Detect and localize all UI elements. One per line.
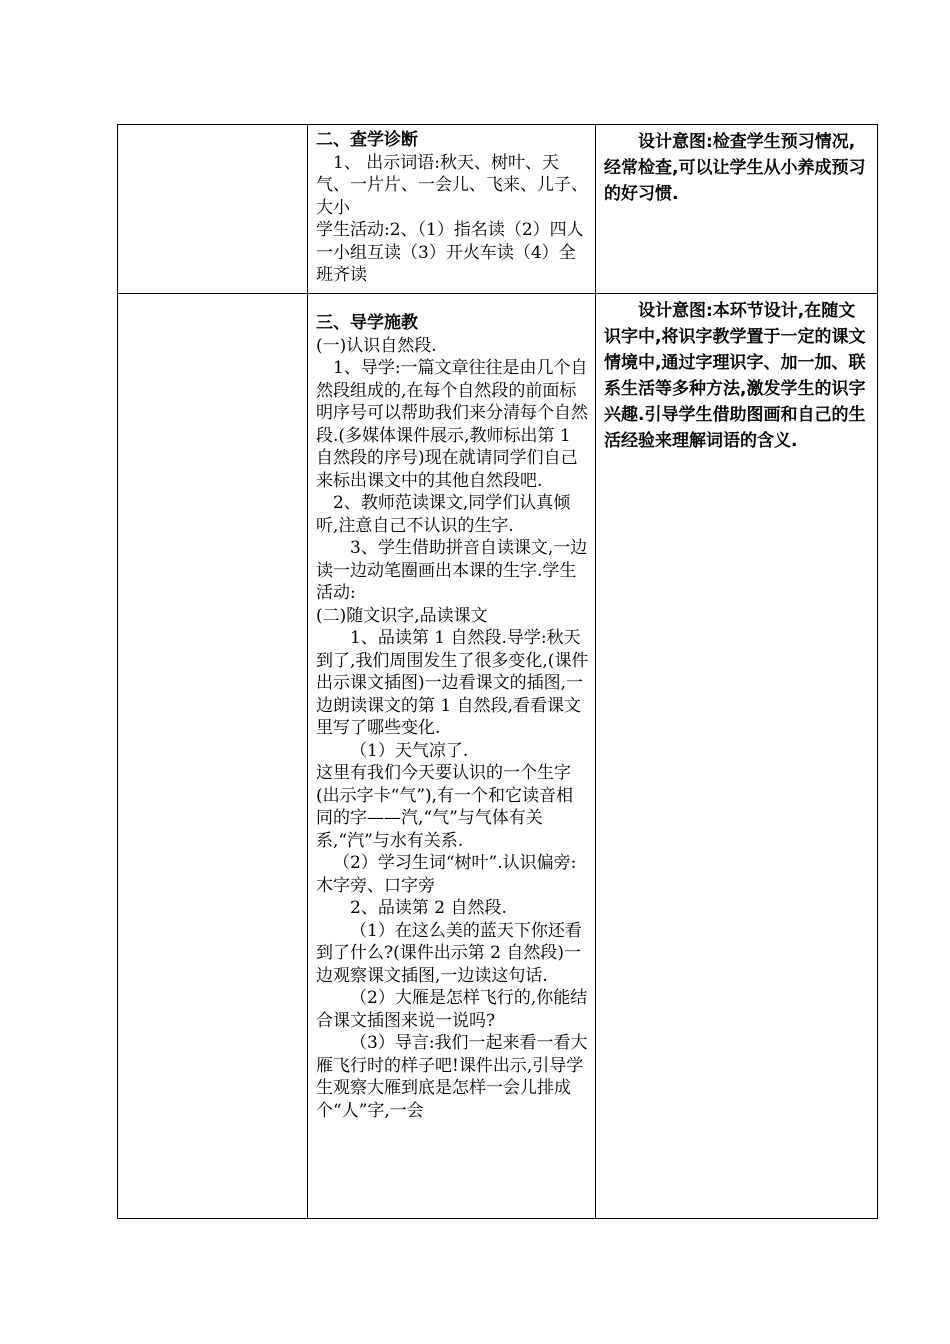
subsection-title: (二)随文识字,品读课文 (316, 605, 488, 626)
activity-line: 1、 出示词语:秋天、树叶、天气、一片片、一会儿、飞来、儿子、大小 (316, 152, 588, 218)
paragraph: （1）在这么美的蓝天下你还看到了什么?(课件出示第 2 自然段)一边观察课文插图,一边读这句话. (316, 920, 582, 986)
paragraph: 这里有我们今天要认识的一个生字(出示字卡“气”),有一个和它读音相同的字——汽,“气”与气体有关系,“汽”与水有关系. (316, 763, 574, 851)
paragraph: 2、品读第 2 自然段. (350, 898, 507, 918)
empty-cell (118, 125, 308, 294)
table-row (118, 294, 878, 1219)
lesson-plan-table (117, 124, 878, 1219)
section-heading: 二、查学诊断 (316, 130, 418, 150)
paragraph: 1、导学:一篇文章往往是由几个自然段组成的,在每个自然段的前面标明序号可以帮助我们来分清每个自然段.(多媒体课件展示,教师标出第 1 自然段的序号)现在就请同学们自己来标出课文中的其他自然段吧. (316, 358, 588, 491)
empty-cell (118, 294, 308, 1219)
paragraph: （2）大雁是怎样飞行的,你能结合课文插图来说一说吗? (316, 988, 588, 1031)
activity-cell (308, 125, 596, 294)
design-intent-cell (596, 294, 878, 1219)
activity-line: 学生活动:2、（1）指名读（2）四人一小组互读（3）开火车读（4）全班齐读 (316, 220, 584, 285)
paragraph: （1）天气凉了. (350, 740, 469, 761)
paragraph: （3）导言:我们一起来看一看大雁飞行时的样子吧!课件出示,引导学生观察大雁到底是怎样一会儿排成个“人”字,一会 (316, 1033, 588, 1121)
design-intent-text: 设计意图:本环节设计,在随文识字中,将识字教学置于一定的课文情境中,通过字理识字、加一加、联系生活等多种方法,激发学生的识字兴趣.引导学生借助图画和自己的生活经验来理解词语的含义. (604, 301, 866, 451)
paragraph: 1、品读第 1 自然段.导学:秋天到了,我们周围发生了很多变化,(课件出示课文插图)一边看课文的插图,一边朗读课文的第 1 自然段,看看课文里写了哪些变化. (316, 628, 589, 738)
paragraph: （2）学习生词“树叶”.认识偏旁:木字旁、口字旁 (316, 853, 577, 896)
subsection-title: (一)认识自然段. (316, 335, 437, 356)
table-row (118, 125, 878, 294)
design-intent-text: 设计意图:检查学生预习情况,经常检查,可以让学生从小养成预习的好习惯. (604, 132, 866, 204)
activity-cell (308, 294, 596, 1219)
paragraph: 3、学生借助拼音自读课文,一边读一边动笔圈画出本课的生字.学生活动: (316, 538, 588, 603)
paragraph: 2、教师范读课文,同学们认真倾听,注意自己不认识的生字. (316, 493, 571, 536)
section-heading: 三、导学施教 (316, 313, 418, 333)
design-intent-cell (596, 125, 878, 294)
